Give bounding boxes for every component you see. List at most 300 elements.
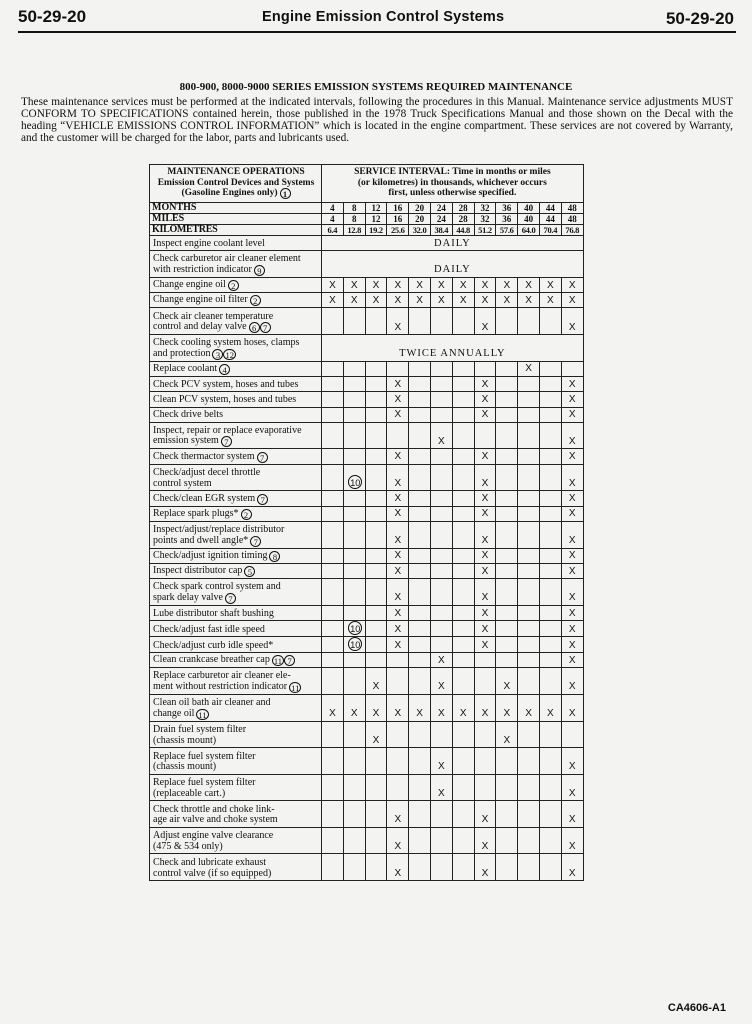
scale-value: 8 [343,214,365,225]
table-row [150,392,584,407]
operation-text: Check/adjust decel throttle [153,467,261,479]
interval-cell: X [561,464,583,491]
table-row [150,668,584,695]
interval-cell: X [322,293,344,308]
interval-cell [539,721,561,748]
operation-cell [150,748,322,775]
interval-cell: X [474,449,496,464]
page-number-right: 50-29-20 [665,9,734,28]
interval-cell [409,637,431,653]
footnote-marker: 2 [228,280,239,291]
table-row [150,308,584,335]
interval-cell: X [474,308,496,335]
operations-title: MAINTENANCE OPERATIONS [167,167,305,177]
operation-text: Adjust engine valve clearance [153,830,274,842]
interval-cell [518,548,540,563]
operation-text: Inspect/adjust/replace distributor [153,524,285,536]
interval-cell: X [561,801,583,828]
interval-cell [496,579,518,606]
interval-cell [387,361,409,376]
operation-text: Lube distributor shaft bushing [153,607,274,619]
operation-text: Change engine oil filter [153,294,248,306]
interval-cell [343,621,365,637]
scale-value: 16 [387,203,409,214]
interval-cell [518,637,540,653]
interval-cell: X [561,694,583,721]
interval-cell: X [561,392,583,407]
interval-cell [474,748,496,775]
operation-text: change oil [153,707,195,719]
interval-cell [474,721,496,748]
operation-text: Clean oil bath air cleaner and [153,697,271,708]
interval-cell [343,774,365,801]
interval-cell [343,506,365,521]
table-row [150,637,584,653]
interval-cell: X [474,827,496,854]
interval-cell [365,361,387,376]
interval-cell [343,392,365,407]
operation-line [153,682,319,693]
interval-cell: X [518,293,540,308]
scale-value: 19.2 [365,225,387,236]
interval-cell [343,827,365,854]
interval-cell: X [561,506,583,521]
interval-cell: X [561,774,583,801]
table-row [150,277,584,292]
interval-cell: X [561,376,583,391]
interval-cell: X [474,392,496,407]
interval-cell: X [322,277,344,292]
footnote-marker: 7 [284,655,295,666]
footnote-marker: 7 [225,593,236,604]
interval-cell [343,449,365,464]
header-rule [18,31,736,33]
interval-cell [430,376,452,391]
interval-cell [518,579,540,606]
interval-cell: X [474,376,496,391]
footnote-marker: 10 [348,621,362,635]
operation-cell [150,293,322,308]
interval-cell: X [343,694,365,721]
interval-cell [496,464,518,491]
interval-cell [452,464,474,491]
operation-text: Check/adjust ignition timing [153,549,268,561]
operation-line [153,239,319,250]
interval-cell [452,854,474,881]
table-header-row [150,165,584,203]
interval-cell [539,748,561,775]
operation-text: Clean PCV system, hoses and tubes [153,394,297,406]
interval-cell [539,637,561,653]
scale-value: 76.8 [561,225,583,236]
operation-cell [150,236,322,251]
interval-cell [322,464,344,491]
operation-cell [150,392,322,407]
interval-cell [409,491,431,506]
interval-cell: X [496,293,518,308]
operation-text: Replace carburetor air cleaner ele- [153,670,291,682]
interval-cell [539,605,561,620]
interval-cell [322,392,344,407]
operation-cell [150,621,322,637]
footnote-marker: 6 [249,322,260,333]
operation-cell [150,721,322,748]
interval-cell [561,721,583,748]
operation-text: Check and lubricate exhaust [153,857,267,869]
table-row [150,748,584,775]
interval-cell: X [518,361,540,376]
interval-cell: X [561,748,583,775]
interval-cell [518,491,540,506]
interval-cell [430,361,452,376]
interval-cell [365,801,387,828]
figure-code: CA4606-A1 [667,1002,726,1014]
table-row [150,774,584,801]
footnote-marker: 3 [212,349,223,360]
interval-cell: X [561,277,583,292]
table-row [150,491,584,506]
operation-cell [150,827,322,854]
interval-cell: X [474,854,496,881]
interval-cell: X [409,694,431,721]
operation-cell [150,694,322,721]
operation-cell [150,668,322,695]
operation-text: Check PCV system, hoses and tubes [153,378,299,390]
interval-cell: X [387,308,409,335]
operation-text: Replace fuel system filter [153,777,256,789]
scale-value: 24 [430,214,452,225]
operation-line [153,625,319,636]
interval-cell: X [496,668,518,695]
scale-value: 12.8 [343,225,365,236]
table-row [150,407,584,422]
interval-cell [518,668,540,695]
operation-line [153,295,319,306]
interval-cell [322,801,344,828]
operation-cell [150,308,322,335]
footnote-marker: 11 [198,709,207,720]
scale-label: MILES [150,214,322,225]
interval-cell: X [474,801,496,828]
operation-text: (chassis mount) [153,734,217,746]
operation-text: (chassis mount) [153,761,217,773]
interval-cell [322,506,344,521]
interval-cell [430,563,452,578]
interval-cell [409,579,431,606]
interval-cell: X [343,277,365,292]
table-row [150,563,584,578]
interval-cell: X [539,293,561,308]
operation-line [153,736,319,747]
table-row [150,605,584,620]
interval-cell [409,748,431,775]
scale-value: 32 [474,214,496,225]
interval-cell [365,748,387,775]
operation-line [153,364,319,375]
interval-cell: X [561,621,583,637]
interval-cell [496,637,518,653]
interval-cell [322,376,344,391]
table-row [150,827,584,854]
interval-cell: X [561,579,583,606]
scale-value: 40 [518,203,540,214]
operation-text: Replace spark plugs* [153,507,239,519]
scale-value: 44.8 [452,225,474,236]
interval-cell: X [561,827,583,854]
operation-text: Check thermactor system [153,450,255,462]
operation-line [153,815,319,826]
interval-cell [322,668,344,695]
interval-phrase: DAILY [322,236,584,251]
interval-cell [518,308,540,335]
interval-cell [452,407,474,422]
interval-cell [322,774,344,801]
maintenance-table [149,164,584,881]
interval-cell [539,376,561,391]
operation-text: Drain fuel system filter [153,724,247,736]
interval-cell [539,464,561,491]
interval-cell [343,491,365,506]
interval-cell [409,801,431,828]
interval-cell [518,801,540,828]
interval-cell [343,605,365,620]
interval-cell [518,407,540,422]
interval-cell: X [387,407,409,422]
interval-cell [322,407,344,422]
interval-cell [496,801,518,828]
operation-cell [150,774,322,801]
interval-cell [539,422,561,449]
operation-cell [150,407,322,422]
page-number-left: 50-29-20 [18,7,87,26]
interval-cell: X [474,277,496,292]
operation-line [153,566,319,577]
operation-line [153,452,319,463]
operation-cell [150,251,322,278]
interval-cell [343,361,365,376]
interval-cell [430,854,452,881]
operation-text: Clean crankcase breather cap [153,654,270,666]
interval-cell [452,605,474,620]
interval-cell: X [387,801,409,828]
interval-cell: X [387,449,409,464]
scale-value: 38.4 [430,225,452,236]
interval-cell: X [474,637,496,653]
interval-cell [496,422,518,449]
interval-cell [539,548,561,563]
footnote-marker: 7 [257,494,268,505]
interval-cell [518,464,540,491]
operation-text: Check/adjust fast idle speed [153,623,265,635]
operation-text: Check cooling system hoses, clamps [153,337,300,349]
scale-value: 36 [496,214,518,225]
interval-cell: X [518,694,540,721]
interval-cell [430,548,452,563]
interval-cell [343,668,365,695]
scale-label: KILOMETRES [150,225,322,236]
interval-cell: X [496,694,518,721]
operation-text: Check air cleaner temperature [153,310,274,322]
footnote-marker: 12 [225,349,234,360]
interval-cell [343,563,365,578]
operation-line [153,789,319,800]
interval-cell: X [430,293,452,308]
scale-value: 8 [343,203,365,214]
interval-cell: X [387,579,409,606]
interval-cell: X [474,293,496,308]
operation-cell [150,854,322,881]
operation-cell [150,605,322,620]
operation-cell [150,335,322,362]
operation-text: Check carburetor air cleaner element [153,253,301,265]
interval-cell [452,801,474,828]
operations-note-line [153,188,319,199]
operation-text: age air valve and choke system [153,814,278,826]
interval-cell: X [561,422,583,449]
operation-text: Check/clean EGR system [153,492,256,504]
interval-cell [518,376,540,391]
interval-phrase: DAILY [322,251,584,278]
interval-cell [518,422,540,449]
interval-cell [322,308,344,335]
interval-cell [474,361,496,376]
interval-cell [561,361,583,376]
footnote-marker: 2 [241,509,252,520]
interval-cell [343,376,365,391]
footnote-marker: 11 [291,682,300,693]
interval-cell: X [409,277,431,292]
footnote-marker: 11 [273,656,283,667]
interval-cell [452,653,474,668]
interval-cell: X [430,422,452,449]
table-row [150,506,584,521]
interval-cell: X [430,277,452,292]
interval-cell [496,621,518,637]
interval-cell [387,422,409,449]
operation-cell [150,491,322,506]
interval-cell: X [474,521,496,548]
interval-cell [365,407,387,422]
scale-value: 48 [561,203,583,214]
scale-value: 4 [322,214,344,225]
interval-cell: X [561,308,583,335]
table-row [150,579,584,606]
footnote-marker: 9 [254,265,265,276]
interval-cell [539,361,561,376]
interval-cell [496,491,518,506]
table-row [150,251,584,278]
interval-cell [539,801,561,828]
interval-cell: X [561,637,583,653]
operation-line [153,479,319,490]
interval-cell: X [430,653,452,668]
scale-value: 4 [322,203,344,214]
operation-cell [150,653,322,668]
interval-cell [409,854,431,881]
interval-cell [539,491,561,506]
operation-cell [150,637,322,653]
interval-cell [430,449,452,464]
interval-cell [322,637,344,653]
operation-line [153,551,319,562]
interval-cell [518,392,540,407]
interval-cell [496,653,518,668]
interval-cell: X [365,277,387,292]
interval-cell [365,449,387,464]
interval-cell [452,748,474,775]
scale-value: 12 [365,214,387,225]
interval-cell [539,308,561,335]
interval-cell [539,563,561,578]
interval-cell: X [474,563,496,578]
interval-cell [409,774,431,801]
table-row [150,801,584,828]
interval-cell [452,491,474,506]
scale-value: 20 [409,214,431,225]
interval-cell [322,521,344,548]
operations-header [150,165,322,203]
table-row [150,854,584,881]
operation-text: with restriction indicator [153,263,252,275]
interval-cell [518,721,540,748]
scale-value: 24 [430,203,452,214]
interval-line-1: SERVICE INTERVAL: Time in months or miles [354,167,551,177]
scale-value: 32 [474,203,496,214]
interval-cell [452,621,474,637]
interval-cell [343,407,365,422]
operation-line [153,322,319,333]
interval-cell [518,563,540,578]
interval-cell [365,774,387,801]
operation-cell [150,548,322,563]
interval-cell [343,653,365,668]
interval-cell [430,506,452,521]
table-row [150,236,584,251]
interval-cell [496,827,518,854]
operations-subtitle-2: (Gasoline Engines only) [181,188,278,198]
interval-cell [474,653,496,668]
interval-cell: X [387,277,409,292]
interval-cell [322,605,344,620]
table-row [150,721,584,748]
interval-cell: X [474,605,496,620]
interval-cell [518,653,540,668]
operation-cell [150,449,322,464]
interval-cell [518,605,540,620]
interval-cell [409,653,431,668]
interval-cell: X [561,521,583,548]
interval-cell [430,491,452,506]
interval-cell [452,422,474,449]
interval-cell [496,774,518,801]
interval-cell [430,827,452,854]
footnote-marker: 10 [348,637,362,651]
scale-row [150,214,584,225]
interval-cell [387,721,409,748]
interval-cell: X [387,605,409,620]
interval-cell [409,605,431,620]
interval-cell [496,407,518,422]
interval-cell: X [561,605,583,620]
interval-cell [322,361,344,376]
footnote-marker: 7 [221,436,232,447]
interval-cell [452,774,474,801]
table-row [150,335,584,362]
footnote-marker: 8 [269,551,280,562]
interval-cell [539,407,561,422]
interval-cell [430,579,452,606]
scale-value: 16 [387,214,409,225]
